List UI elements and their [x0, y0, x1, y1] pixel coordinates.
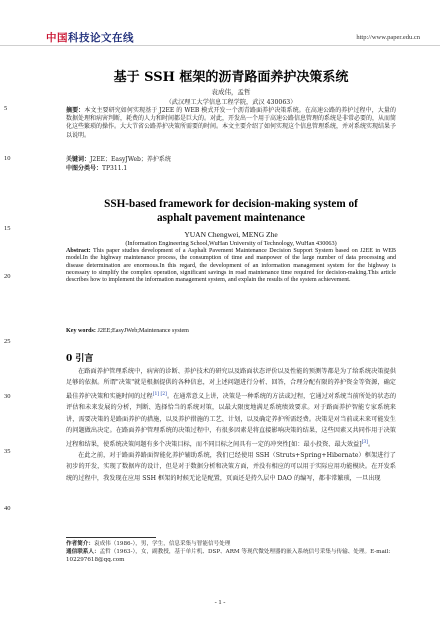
- footnote-text: 袁成伟（1986-），男，学生，信息采集与智能信号处理: [93, 541, 231, 547]
- keywords-text-cn: J2EE；EasyJWeb；养护系统: [90, 156, 171, 163]
- abstract-label-cn: 摘要：: [66, 107, 85, 114]
- abstract-en: [66, 248, 396, 284]
- clc-number: [66, 165, 396, 173]
- authors-cn: 袁成伟，孟哲: [211, 88, 251, 96]
- abstract-text-cn: 本文主要研究如何实现基于 J2EE 的 WEB 模式开发一个沥青路面养护决策系统。在高速公路的养护过程中，大量的数据处理和病害判断，耗费的人力和时间都是巨大的。对此，开发出一个用于高速公路信息管理的系统是非常必要的，从而简化这些繁琐的操作。大大节省公路养护决策所需要的时间。本文主要介绍了如何实现这个信息管理系统，并对系统实现结果予以说明。: [66, 107, 397, 139]
- line-number: 20: [4, 273, 11, 280]
- paper-title-en: [66, 197, 396, 225]
- page-number: - 1 -: [214, 599, 226, 606]
- intro-paragraph-1: [66, 366, 396, 450]
- footnote-line-2: [66, 548, 396, 564]
- line-number-gutter: [0, 0, 24, 620]
- logo-part-2: 科技论文在线: [68, 32, 134, 44]
- title-en-line-1: SSH-based framework for decision-making system of: [104, 198, 358, 210]
- footnote-divider: [66, 537, 156, 538]
- abstract-text-en: This paper studies development of a Asphalt Pavement Maintenance Decision Support System based on J2EE in WEB model.In the highway maintenance process, the consumption of time and manpower of the large number of data processing and disease determination are enormous.In this regard, the development of an information management system for the highway is necessary to simplify the complex operation, significant savings in road maintenance time required for decision-making.This article describes how to implement the information management system, and explain the results of the system achievement.: [66, 248, 396, 284]
- keywords-text-en: J2EE;EasyJWeb;Maintenance system: [97, 328, 189, 334]
- footnote-line-1: [66, 540, 396, 548]
- intro-paragraph-2: 在此之前，对于路面养路面智能化养护辅助系统，我们已经使用 SSH（Struts+Spring+Hibernate）框架进行了初步的开发，实现了数据库的设计，但是对于数据分析和决策方面，并没有相应的可以用于实际应用功能模块。在开发系统的过程中，我发现在应用 SSH 框架的时候无论是配置，页面还是持久层中 DAO 的编写，都非常繁琐，一旦出现: [66, 451, 396, 482]
- line-number: 15: [4, 225, 11, 232]
- keywords-label-cn: 关键词：: [66, 156, 91, 163]
- title-en-line-2: asphalt pavement maintenance: [157, 212, 305, 224]
- citation-link[interactable]: [1] [2]: [152, 391, 167, 397]
- line-number: 25: [4, 338, 11, 345]
- abstract-cn: [66, 107, 396, 140]
- line-number: 30: [4, 393, 11, 400]
- line-number: 5: [4, 105, 8, 112]
- intro-text: 在路面养护管理系统中，病害的诊断、养护技术的研究以及路面状态评价以及性能的预测等都是为了给系统决策提供足够的依据。所谓"决策"就是根据提供的各种信息，对上述问题进行分析、回答，合理分配有限的养护资金等资源，确定最佳养护决策和实施时间的过程: [66, 368, 396, 400]
- abstract-label-en: Abstract:: [66, 248, 91, 254]
- section-heading-intro: 0 引言: [66, 354, 94, 364]
- line-number: 40: [4, 505, 11, 512]
- affiliation-cn: （武汉理工大学信息工程学院，武汉 430063）: [165, 99, 297, 106]
- author-footnote: [66, 540, 396, 564]
- line-number: 10: [4, 155, 11, 162]
- page-header: [0, 0, 440, 46]
- footnote-label: 通信联系人：: [66, 549, 100, 555]
- logo-part-1: 中国: [46, 32, 68, 44]
- intro-body: [66, 366, 396, 484]
- footnote-text: 孟哲（1963-），女，副教授，基于单片机、DSP、ARM 等现代微处理器的嵌入系统信号采集与传输、处理。E-mail: 102297618@qq.com: [66, 549, 391, 563]
- line-number: 35: [4, 448, 11, 455]
- footnote-label: 作者简介：: [66, 541, 94, 547]
- paper-title-cn: 基于 SSH 框架的沥青路面养护决策系统: [113, 70, 349, 85]
- site-logo[interactable]: [46, 31, 134, 44]
- keywords-label-en: Key words:: [66, 328, 96, 334]
- affiliation-en: (Information Engineering School,WuHan University of Technology, WuHan 430063): [125, 240, 337, 247]
- clc-text: TP311.1: [102, 165, 128, 172]
- site-url[interactable]: http://www.paper.edu.cn: [356, 34, 420, 41]
- keywords-cn: [66, 156, 396, 164]
- keywords-en: [66, 328, 396, 334]
- intro-text: 。在通常意义上讲，决策是一种系统的方法或过程，它通过对系统当前所处的状态的评估和未来发展的分析，判断、选择恰当的系统对策，以最大限度地满足系统绩效要求。对于路面养护智能专家系统来讲，需要决策的是路面养护的措施，以及养护措施的工艺、计划，以及确定养护所需经费。决策是对当前或未来可能发生的问题做出决定。在路面养护管理系统的决策过程中，有很多因素是将直接影响决策的结果，这些因素又共同作用于决策过程和结果，使系统决策问题有多个决策目标，而不同目标之间具有一定的冲突性[如：最小投资、最大效益]: [66, 392, 397, 448]
- intro-text: 。: [368, 440, 375, 448]
- authors-en: YUAN Chengwei, MENG Zhe: [184, 230, 278, 239]
- clc-label: 中图分类号：: [66, 165, 103, 172]
- citation-link[interactable]: [3]: [361, 439, 369, 445]
